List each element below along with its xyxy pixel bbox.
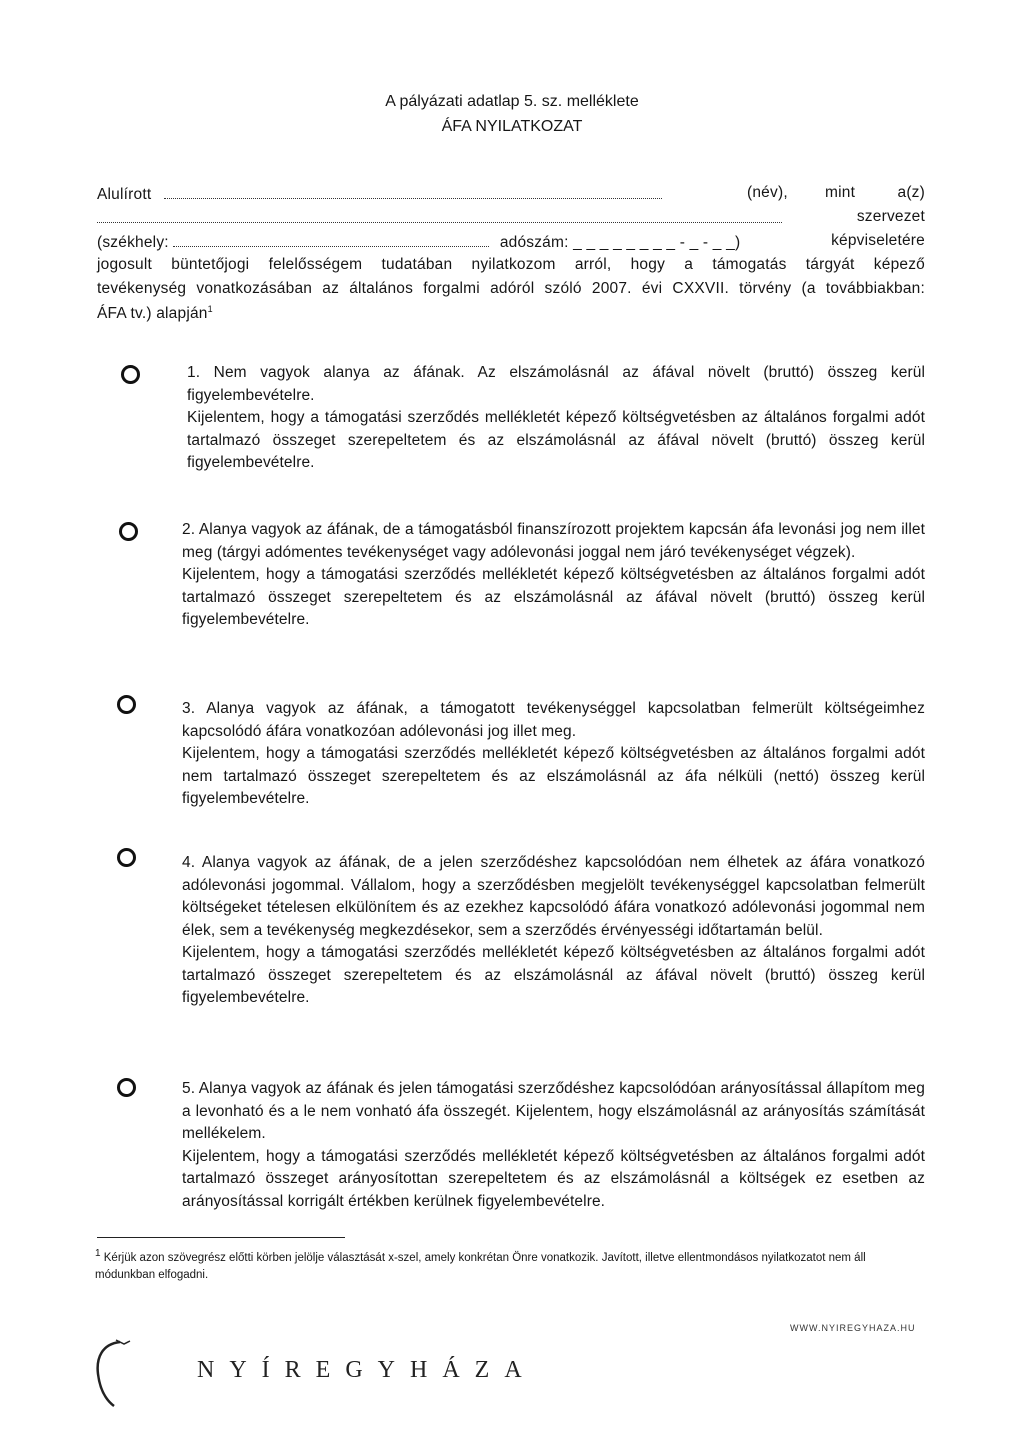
intro-line: ÁFA tv.) alapján xyxy=(97,305,208,323)
option-2-declaration: Kijelentem, hogy a támogatási szerződés mellékletét képező költségvetésben az általános forgalmi adót tartalmazó összeget szerepeltetem és az elszámolásnál az áfával növelt (bruttó) összeg kerül figyelembevételre. xyxy=(182,566,925,628)
szervezet-label: szervezet xyxy=(856,208,925,225)
option-3-lead: 3. Alanya vagyok az áfának, a támogatott tevékenységgel kapcsolatban felmerült költségeimhez kapcsolódó áfára vonatkozóan adólevonási jog illet meg. xyxy=(182,700,925,740)
website-url: WWW.NYIREGYHAZA.HU xyxy=(790,1323,916,1333)
adoszam-label[interactable]: adószám: _ _ _ _ _ _ _ _ - _ - _ _) xyxy=(499,234,741,251)
option-4-lead: 4. Alanya vagyok az áfának, de a jelen szerződéshez kapcsolódóan nem élhetek az áfára vonatkozó adólevonási jogommal. Vállalom, hogy a szerződésben megjelölt tevékenységgel kapcsolatban felmerült költségeket tételesen elkülönítem és az ezekhez kapcsolódó áfára vonatkozó adólevonási jogommal nem élek, sem a tevékenység megkezdésekor, sem a szerződés érvényességi időtartamán belül. xyxy=(182,854,925,939)
name-label: (név), xyxy=(747,184,788,201)
option-2-radio[interactable] xyxy=(119,522,138,541)
option-1-declaration: Kijelentem, hogy a támogatási szerződés mellékletét képező költségvetésben az általános forgalmi adót tartalmazó összeget szerepeltetem és az elszámolásnál az áfával növelt (bruttó) összeg kerül figyelembevételre. xyxy=(187,409,925,471)
szekhely-label: (székhely: xyxy=(97,234,169,251)
organization-field[interactable] xyxy=(97,208,782,223)
city-logo-mark xyxy=(90,1338,150,1408)
option-4-radio[interactable] xyxy=(117,848,136,867)
seat-field[interactable] xyxy=(173,232,489,247)
name-field[interactable] xyxy=(164,184,662,199)
footnote xyxy=(95,1245,925,1284)
footnote-text: Kérjük azon szövegrész előtti körben jelölje választását x-szel, amely konkrétan Önre vonatkozik. Javított, illetve ellentmondásos nyilatkozatot nem áll módunkban elfogadni. xyxy=(95,1251,866,1281)
annex-title: A pályázati adatlap 5. sz. melléklete xyxy=(385,93,639,110)
option-5-radio[interactable] xyxy=(117,1078,136,1097)
option-3-declaration: Kijelentem, hogy a támogatási szerződés mellékletét képező költségvetésben az általános forgalmi adót nem tartalmazó összeget szerepeltetem és az elszámolásnál az áfa nélküli (nettó) összeg kerül figyelembevételre. xyxy=(182,745,925,807)
option-5-declaration: Kijelentem, hogy a támogatási szerződés mellékletét képező költségvetésben az általános forgalmi adót tartalmazó összeget arányosítottan szerepeltetem és az elszámolásnál a költségek ez esetben az arányosítással korrigált értékben kerülnek figyelembevételre. xyxy=(182,1147,925,1210)
option-5-lead: 5. Alanya vagyok az áfának és jelen támogatási szerződéshez kapcsolódóan arányosítással állapítom meg a levonható és a le nem vonható áfa összegét. Kijelentem, hogy elszámolásnál az arányosítás számítását mellékelem. xyxy=(182,1080,925,1142)
footnote-divider xyxy=(97,1237,345,1238)
footnote-ref: 1 xyxy=(207,304,213,314)
declaration-title: ÁFA NYILATKOZAT xyxy=(441,118,583,135)
option-3-radio[interactable] xyxy=(117,695,136,714)
option-2-lead: 2. Alanya vagyok az áfának, de a támogatásból finanszírozott projektem kapcsán áfa levonási jog nem illet meg (tárgyi adómentes tevékenységet vagy adólevonási joggal nem járó tevékenységet végzek). xyxy=(182,521,925,561)
kepviseletere-label: képviseletére xyxy=(831,232,925,249)
mint-label: mint xyxy=(825,184,856,201)
city-logo-text: NYÍREGYHÁZA xyxy=(197,1357,537,1383)
az-label: a(z) xyxy=(897,184,925,201)
option-4-declaration: Kijelentem, hogy a támogatási szerződés mellékletét képező költségvetésben az általános forgalmi adót tartalmazó összeget szerepeltetem és az elszámolásnál az áfával növelt (bruttó) összeg kerül figyelembevételre. xyxy=(182,944,925,1006)
intro-line: jogosult büntetőjogi felelősségem tudatában nyilatkozom arról, hogy a támogatás tárgyát képező xyxy=(97,256,925,273)
alulirott-label: Alulírott xyxy=(97,186,152,203)
option-1-lead: 1. Nem vagyok alanya az áfának. Az elszámolásnál az áfával növelt (bruttó) összeg kerül figyelembevételre. xyxy=(187,364,925,404)
footnote-number: 1 xyxy=(95,1248,101,1259)
intro-line: tevékenység vonatkozásában az általános forgalmi adóról szóló 2007. évi CXXVII. törvény (a továbbiakban: xyxy=(97,280,925,297)
option-1-radio[interactable] xyxy=(121,365,140,384)
